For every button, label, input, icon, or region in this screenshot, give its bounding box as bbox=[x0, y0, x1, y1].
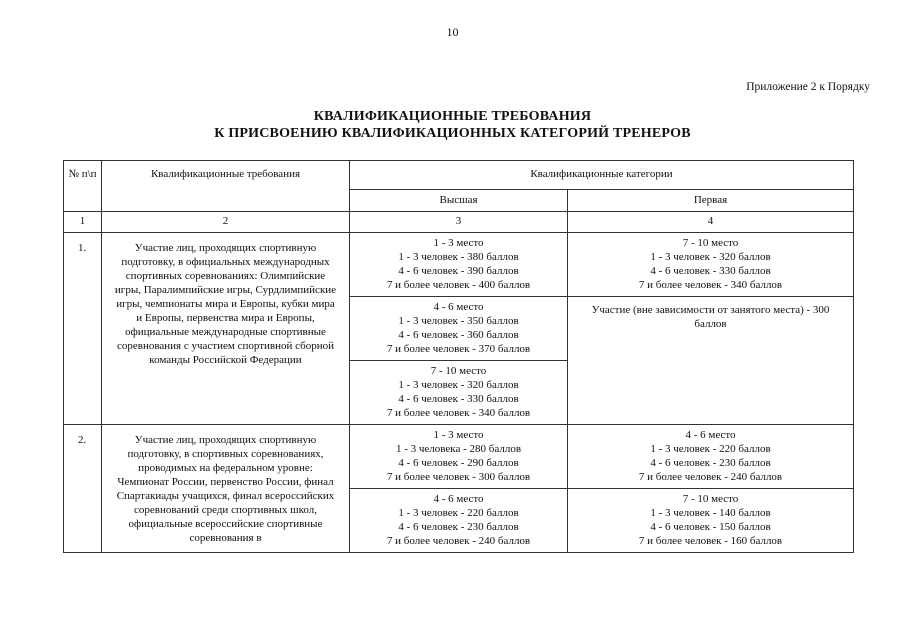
page-bottom-margin bbox=[0, 600, 905, 640]
score-line: 1 - 3 человек - 380 баллов bbox=[398, 251, 519, 263]
place-range: 1 - 3 место bbox=[433, 429, 484, 441]
header-num: № п\п bbox=[64, 161, 102, 212]
score-line: 4 - 6 человек - 330 баллов bbox=[398, 393, 519, 405]
place-range: 7 - 10 место bbox=[682, 237, 739, 249]
score-line: 4 - 6 человек - 360 баллов bbox=[398, 329, 519, 341]
score-line: 4 - 6 человек - 330 баллов bbox=[650, 265, 771, 277]
place-range: 4 - 6 место bbox=[685, 429, 736, 441]
place-range: 7 - 10 место bbox=[682, 493, 739, 505]
score-line: 4 - 6 человек - 290 баллов bbox=[398, 457, 519, 469]
title-line-2: К ПРИСВОЕНИЮ КВАЛИФИКАЦИОННЫХ КАТЕГОРИЙ ТРЕНЕРОВ bbox=[214, 126, 691, 141]
score-line: 1 - 3 человека - 280 баллов bbox=[395, 443, 522, 455]
score-line: 7 и более человек - 340 баллов bbox=[386, 407, 531, 419]
score-line: 7 и более человек - 400 баллов bbox=[386, 279, 531, 291]
table-row bbox=[64, 233, 854, 297]
place-range: 4 - 6 место bbox=[433, 493, 484, 505]
first-cell bbox=[568, 297, 854, 425]
score-line: 4 - 6 человек - 390 баллов bbox=[398, 265, 519, 277]
score-line: 1 - 3 человек - 320 баллов bbox=[650, 251, 771, 263]
page-number: 10 bbox=[446, 25, 459, 39]
score-line: 1 - 3 человек - 350 баллов bbox=[398, 315, 519, 327]
document-title bbox=[0, 108, 905, 142]
highest-cell bbox=[350, 425, 568, 489]
row-number: 1. bbox=[64, 233, 102, 425]
appendix-label: Приложение 2 к Порядку bbox=[746, 81, 870, 93]
place-range: 7 - 10 место bbox=[430, 365, 487, 377]
highest-cell bbox=[350, 361, 568, 425]
highest-cell bbox=[350, 489, 568, 553]
highest-cell bbox=[350, 233, 568, 297]
index-cell: 1 bbox=[64, 212, 102, 233]
header-first: Первая bbox=[568, 190, 854, 212]
score-line: 4 - 6 человек - 230 баллов bbox=[650, 457, 771, 469]
score-line: 4 - 6 человек - 230 баллов bbox=[398, 521, 519, 533]
score-line: 1 - 3 человек - 320 баллов bbox=[398, 379, 519, 391]
header-categories: Квалификационные категории bbox=[350, 161, 854, 190]
requirement-text: Участие лиц, проходящих спортивную подготовку, в официальных международных спортивных соревнованиях: Олимпийские игры, Паралимпийские игры, Сурдлимпийские игры, чемпионаты мира и Европы, кубки мира и Европы, первенства мира и Европы, официальные международные спортивные соревнования с участием спортивной сборной команды Российской Федерации bbox=[102, 233, 350, 425]
score-line: 4 - 6 человек - 150 баллов bbox=[650, 521, 771, 533]
highest-cell bbox=[350, 297, 568, 361]
first-cell bbox=[568, 489, 854, 553]
score-line: 7 и более человек - 370 баллов bbox=[386, 343, 531, 355]
score-line: 7 и более человек - 300 баллов bbox=[386, 471, 531, 483]
score-line: 7 и более человек - 160 баллов bbox=[638, 535, 783, 547]
place-range: 1 - 3 место bbox=[433, 237, 484, 249]
header-requirements: Квалификационные требования bbox=[102, 161, 350, 212]
score-line: 7 и более человек - 240 баллов bbox=[386, 535, 531, 547]
table-row bbox=[64, 425, 854, 489]
index-cell: 4 bbox=[568, 212, 854, 233]
first-cell bbox=[568, 233, 854, 297]
row-number: 2. bbox=[64, 425, 102, 553]
score-line: 7 и более человек - 240 баллов bbox=[638, 471, 783, 483]
first-cell bbox=[568, 425, 854, 489]
requirement-text: Участие лиц, проходящих спортивную подготовку, в спортивных соревнованиях, проводимых на федеральном уровне: Чемпионат России, первенство России, финал Спартакиады учащихся, финал всероссийских соревнований среди спортивных школ, официальные всероссийские спортивные соревнования в bbox=[102, 425, 350, 553]
index-cell: 2 bbox=[102, 212, 350, 233]
place-range: 4 - 6 место bbox=[433, 301, 484, 313]
header-highest: Высшая bbox=[350, 190, 568, 212]
title-line-1: КВАЛИФИКАЦИОННЫЕ ТРЕБОВАНИЯ bbox=[313, 109, 592, 124]
score-line: 1 - 3 человек - 140 баллов bbox=[650, 507, 771, 519]
index-cell: 3 bbox=[350, 212, 568, 233]
score-line: 1 - 3 человек - 220 баллов bbox=[398, 507, 519, 519]
score-line: 1 - 3 человек - 220 баллов bbox=[650, 443, 771, 455]
score-line: 7 и более человек - 340 баллов bbox=[638, 279, 783, 291]
participation-text: Участие (вне зависимости от занятого места) - 300 баллов bbox=[591, 304, 830, 330]
requirements-table bbox=[63, 160, 854, 553]
